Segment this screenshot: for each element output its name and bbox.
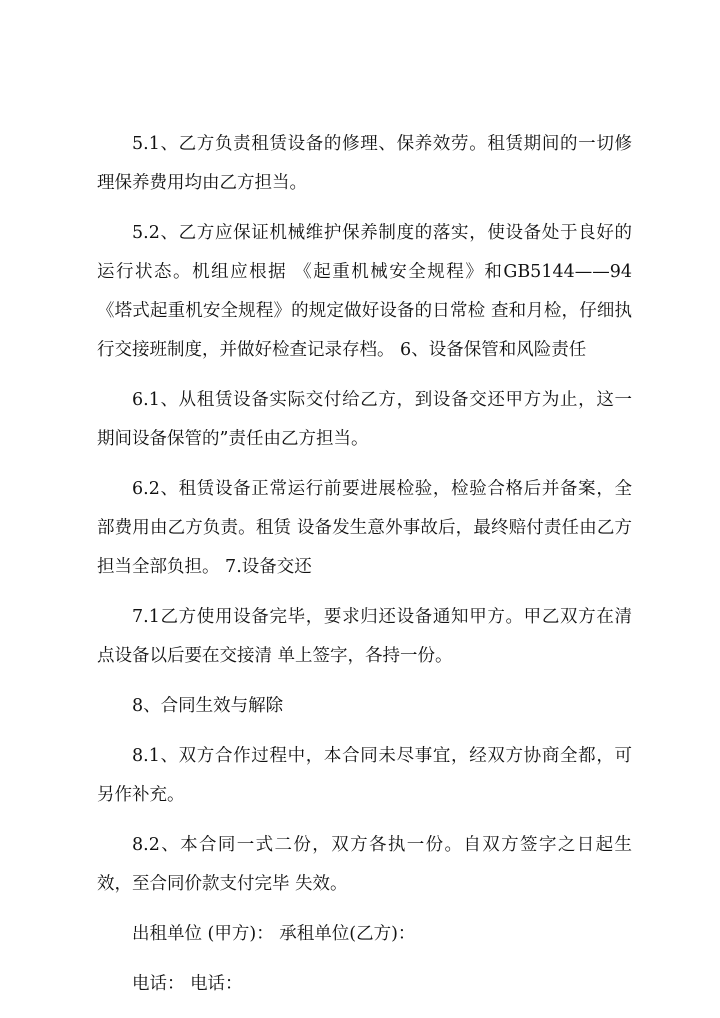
section-8-heading: 8、合同生效与解除	[132, 696, 284, 716]
clause-5-2: 5.2、乙方应保证机械维护保养制度的落实，使设备处于良好的运行状态。机组应根据 《起重机械安全规程》和GB5144——94《塔式起重机安全规程》的规定做好设备的日常检 查和月检，仔细执行交接班制度，并做好检查记录存档。 6、设备保管和风险责任	[97, 223, 632, 360]
clause-5-1: 5.1、乙方负责租赁设备的修理、保养效劳。租赁期间的一切修理保养费用均由乙方担当。	[97, 134, 632, 193]
signature-parties-line: 出租单位 (甲方)： 承租单位(乙方)：	[132, 924, 416, 944]
document-body	[97, 125, 632, 1015]
clause-8-2: 8.2、本合同一式二份，双方各执一份。自双方签字之日起生效，至合同价款支付完毕 失效。	[97, 835, 632, 894]
clause-6-1: 6.1、从租赁设备实际交付给乙方，到设备交还甲方为止，这一期间设备保管的”责任由乙方担当。	[97, 390, 632, 449]
clause-7-1: 7.1乙方使用设备完毕，要求归还设备通知甲方。甲乙双方在清点设备以后要在交接清 单上签字，各持一份。	[97, 607, 632, 666]
clause-8-1: 8.1、双方合作过程中，本合同未尽事宜，经双方协商全都，可另作补充。	[97, 746, 632, 805]
clause-6-2: 6.2、租赁设备正常运行前要进展检验，检验合格后并备案，全部费用由乙方负责。租赁 设备发生意外事故后，最终赔付责任由乙方担当全部负担。 7.设备交还	[97, 479, 632, 577]
phone-line: 电话： 电话：	[132, 974, 243, 994]
